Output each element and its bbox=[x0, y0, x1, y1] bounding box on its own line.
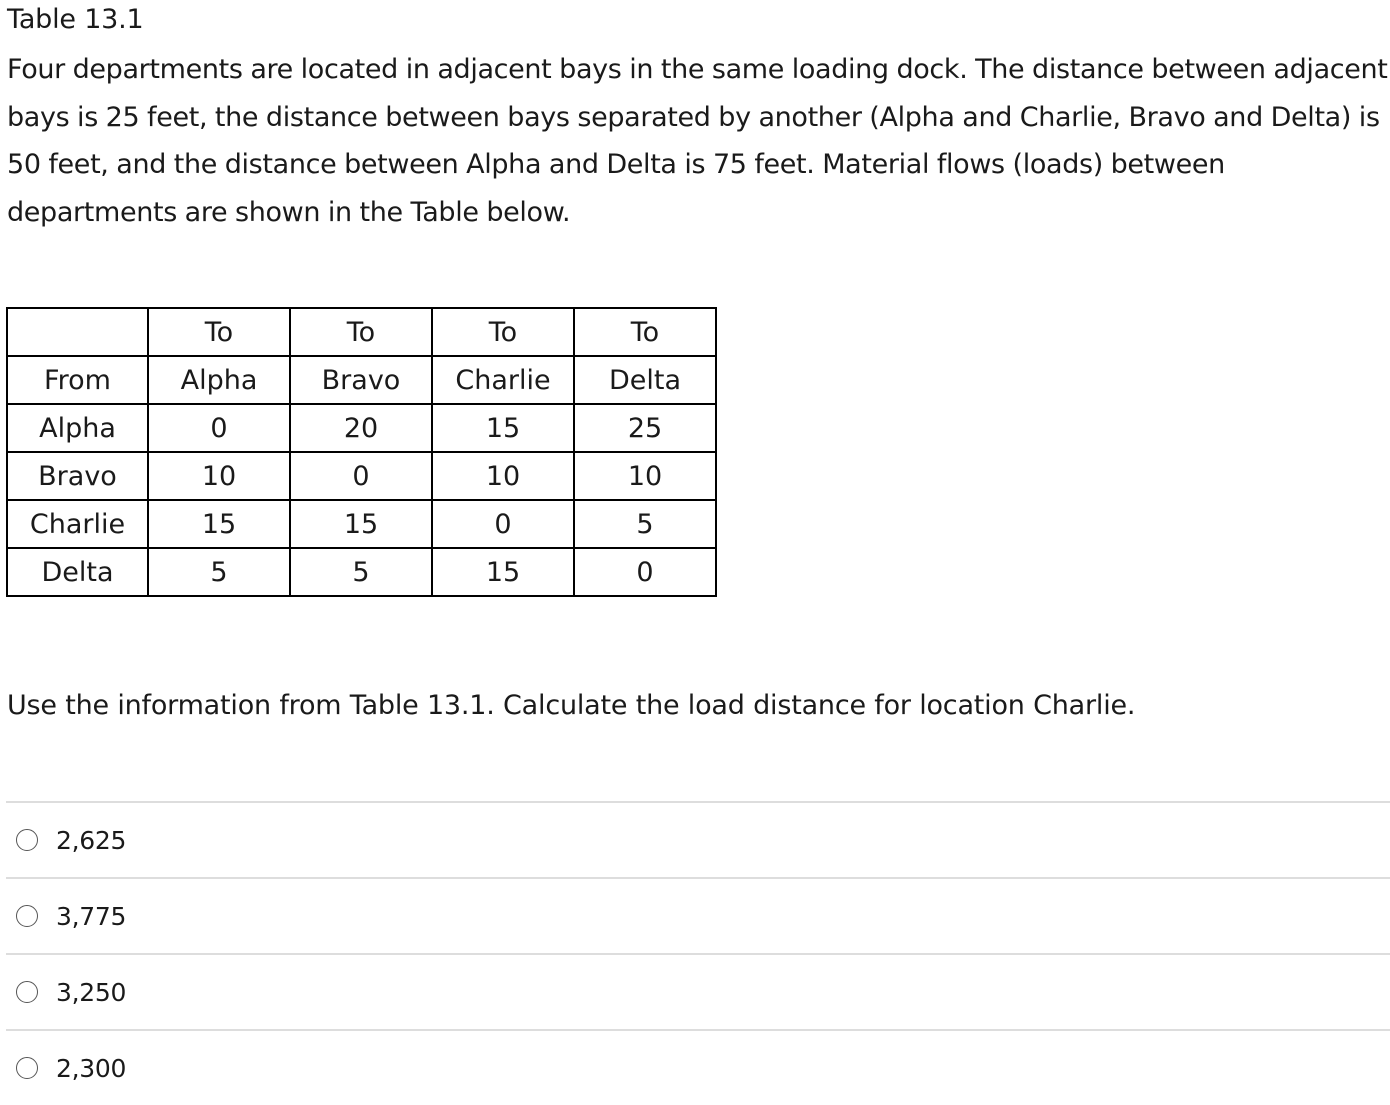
table-cell: 0 bbox=[148, 404, 290, 452]
question-title: Table 13.1 bbox=[7, 4, 144, 35]
radio-unselected-icon[interactable] bbox=[16, 981, 38, 1003]
radio-unselected-icon[interactable] bbox=[16, 829, 38, 851]
table-cell: 10 bbox=[148, 452, 290, 500]
table-cell: 25 bbox=[574, 404, 716, 452]
table-header-cell: Delta bbox=[574, 356, 716, 404]
answer-option-label: 3,775 bbox=[56, 901, 127, 931]
table-cell: 5 bbox=[574, 500, 716, 548]
table-header-row bbox=[7, 308, 716, 356]
table-row bbox=[7, 548, 716, 596]
table-cell: 20 bbox=[290, 404, 432, 452]
table-cell: 10 bbox=[574, 452, 716, 500]
answer-options bbox=[6, 801, 1390, 1105]
answer-option-4[interactable] bbox=[6, 1029, 1390, 1105]
table-header-cell: To bbox=[148, 308, 290, 356]
radio-unselected-icon[interactable] bbox=[16, 1057, 38, 1079]
table-header-cell: From bbox=[7, 356, 148, 404]
table-row bbox=[7, 500, 716, 548]
material-flow-table bbox=[6, 307, 717, 597]
answer-option-1[interactable] bbox=[6, 801, 1390, 877]
table-row-label: Charlie bbox=[7, 500, 148, 548]
table-header-cell: To bbox=[290, 308, 432, 356]
answer-option-3[interactable] bbox=[6, 953, 1390, 1029]
table-row-label: Delta bbox=[7, 548, 148, 596]
table-header-cell: Charlie bbox=[432, 356, 574, 404]
table-cell: 0 bbox=[574, 548, 716, 596]
table-row-label: Bravo bbox=[7, 452, 148, 500]
table-cell: 5 bbox=[148, 548, 290, 596]
radio-unselected-icon[interactable] bbox=[16, 905, 38, 927]
table-header-cell bbox=[7, 308, 148, 356]
table-cell: 15 bbox=[148, 500, 290, 548]
table-cell: 10 bbox=[432, 452, 574, 500]
answer-option-2[interactable] bbox=[6, 877, 1390, 953]
table-cell: 0 bbox=[290, 452, 432, 500]
table-cell: 15 bbox=[290, 500, 432, 548]
table-cell: 15 bbox=[432, 548, 574, 596]
table-header-cell: To bbox=[574, 308, 716, 356]
table-header-row bbox=[7, 356, 716, 404]
table-cell: 5 bbox=[290, 548, 432, 596]
table-row-label: Alpha bbox=[7, 404, 148, 452]
table-cell: 0 bbox=[432, 500, 574, 548]
table-header-cell: Alpha bbox=[148, 356, 290, 404]
question-intro: Four departments are located in adjacent bays in the same loading dock. The distance between adjacent bays is 25 feet, the distance between bays separated by another (Alpha and Charlie, Bravo and Delta) is 50 feet, and the distance between Alpha and Delta is 75 feet. Material flows (loads) between departments are shown in the Table below. bbox=[7, 54, 1388, 228]
answer-option-label: 3,250 bbox=[56, 977, 127, 1007]
table-cell: 15 bbox=[432, 404, 574, 452]
table-header-cell: To bbox=[432, 308, 574, 356]
answer-option-label: 2,625 bbox=[56, 825, 127, 855]
table-row bbox=[7, 452, 716, 500]
question-prompt: Use the information from Table 13.1. Calculate the load distance for location Charlie. bbox=[7, 690, 1136, 721]
table-header-cell: Bravo bbox=[290, 356, 432, 404]
answer-option-label: 2,300 bbox=[56, 1053, 127, 1083]
table-row bbox=[7, 404, 716, 452]
